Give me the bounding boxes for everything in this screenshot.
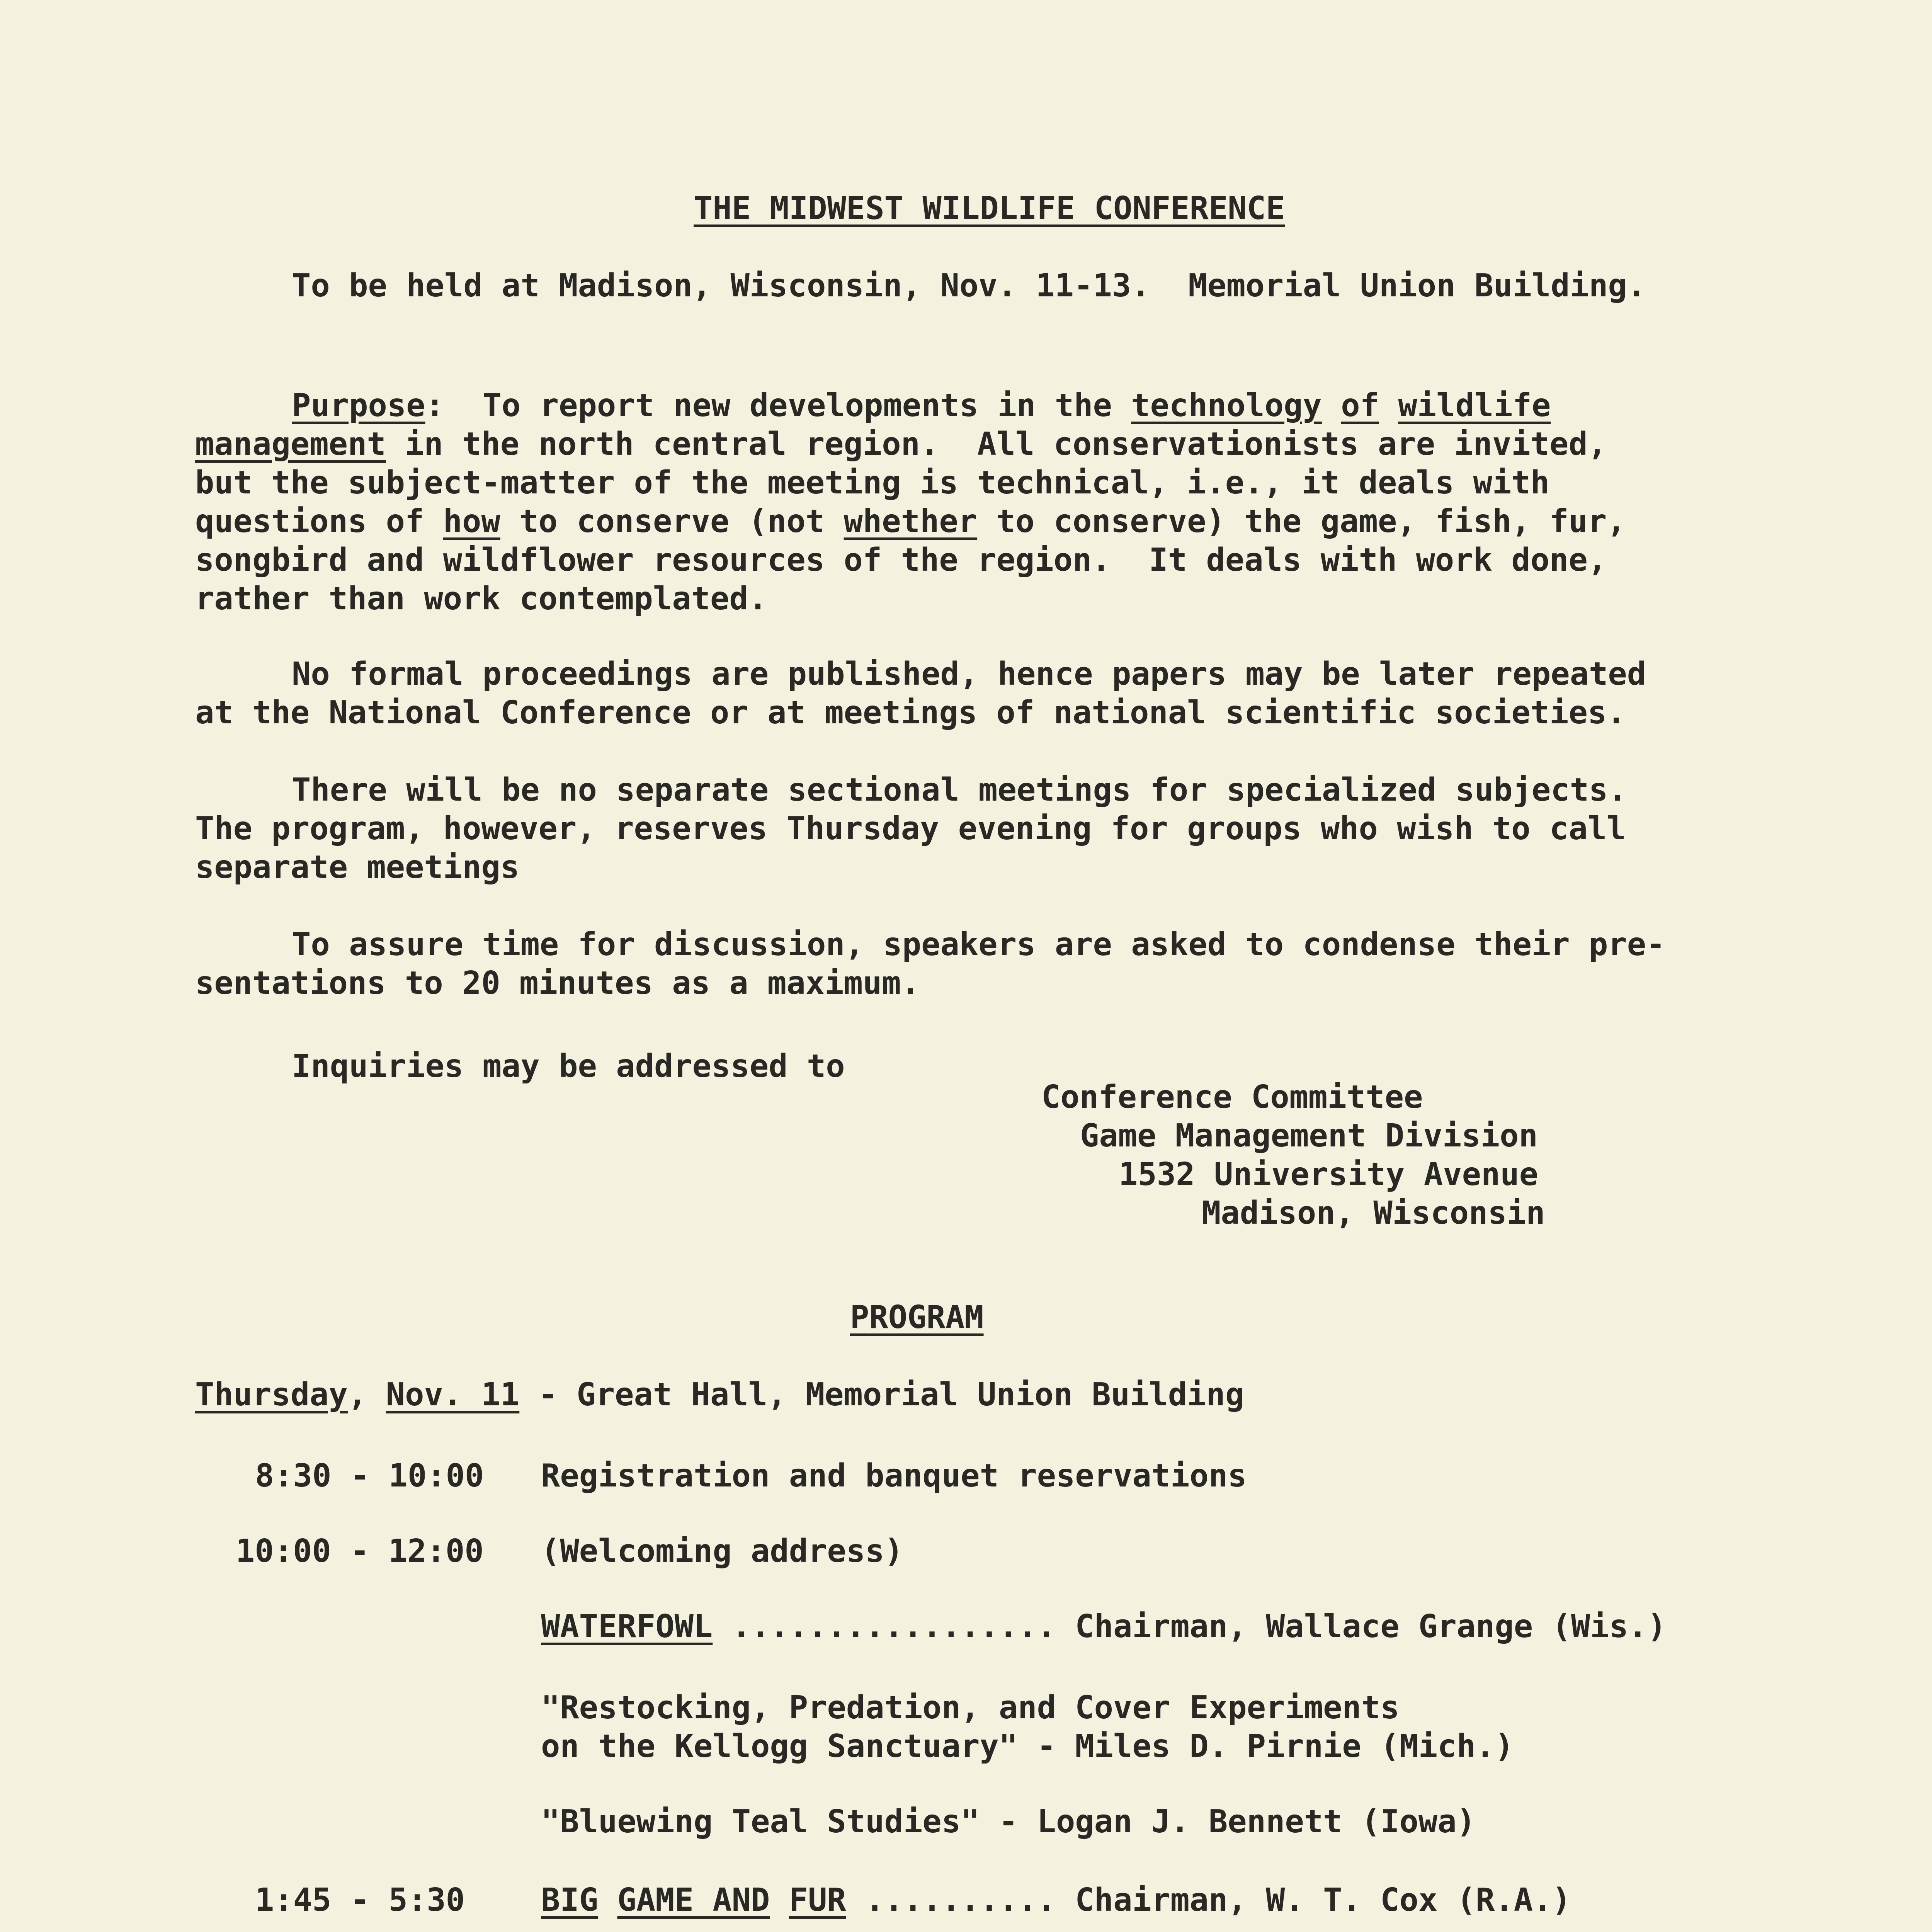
purpose-line-6: rather than work contemplated.	[195, 580, 768, 617]
sectional-line-2: The program, however, reserves Thursday evening for groups who wish to call	[195, 810, 1626, 847]
purpose-line-1: Purpose: To report new developments in the technology of wildlife	[292, 387, 1551, 424]
document-title: THE MIDWEST WILDLIFE CONFERENCE	[694, 190, 1285, 227]
sectional-line-3: separate meetings	[195, 849, 520, 886]
address-line-4: Madison, Wisconsin	[1202, 1195, 1545, 1231]
agenda-registration: Registration and banquet reservations	[541, 1458, 1247, 1494]
agenda-welcome: (Welcoming address)	[541, 1533, 903, 1570]
purpose-line-2: management in the north central region. All conservationists are invited,	[195, 426, 1607, 463]
discussion-line-2: sentations to 20 minutes as a maximum.	[195, 965, 920, 1002]
purpose-line-3: but the subject-matter of the meeting is technical, i.e., it deals with	[195, 464, 1550, 501]
session-big-game: BIG GAME AND FUR .......... Chairman, W. T. Cox (R.A.)	[541, 1882, 1571, 1918]
discussion-line-1: To assure time for discussion, speakers are asked to condense their pre-	[292, 926, 1665, 963]
address-line-2: Game Management Division	[1080, 1117, 1538, 1154]
paper-bluewing-teal: "Bluewing Teal Studies" - Logan J. Bennett (Iowa)	[541, 1803, 1476, 1840]
time-slot-3: 1:45 - 5:30	[255, 1882, 465, 1918]
program-heading: PROGRAM	[850, 1299, 984, 1336]
time-slot-1: 8:30 - 10:00	[255, 1458, 484, 1494]
address-line-3: 1532 University Avenue	[1119, 1156, 1539, 1193]
time-slot-2: 10:00 - 12:00	[236, 1533, 484, 1570]
day-heading: Thursday, Nov. 11 - Great Hall, Memorial Union Building	[195, 1376, 1245, 1413]
purpose-line-4: questions of how to conserve (not whether to conserve) the game, fish, fur,	[195, 503, 1626, 540]
paper-restocking-line-1: "Restocking, Predation, and Cover Experiments	[541, 1689, 1400, 1726]
purpose-line-5: songbird and wildflower resources of the region. It deals with work done,	[195, 542, 1607, 578]
address-line-1: Conference Committee	[1041, 1079, 1423, 1116]
purpose-label: Purpose	[292, 387, 425, 424]
sectional-line-1: There will be no separate sectional meetings for specialized subjects.	[292, 772, 1627, 808]
session-waterfowl: WATERFOWL ................. Chairman, Wallace Grange (Wis.)	[541, 1608, 1667, 1645]
inquiries-line: Inquiries may be addressed to	[292, 1048, 845, 1085]
proceedings-line-1: No formal proceedings are published, hence papers may be later repeated	[292, 656, 1646, 692]
subtitle-location: To be held at Madison, Wisconsin, Nov. 11-13. Memorial Union Building.	[292, 267, 1646, 304]
proceedings-line-2: at the National Conference or at meetings of national scientific societies.	[195, 694, 1626, 731]
paper-restocking-line-2: on the Kellogg Sanctuary" - Miles D. Pirnie (Mich.)	[541, 1728, 1514, 1765]
